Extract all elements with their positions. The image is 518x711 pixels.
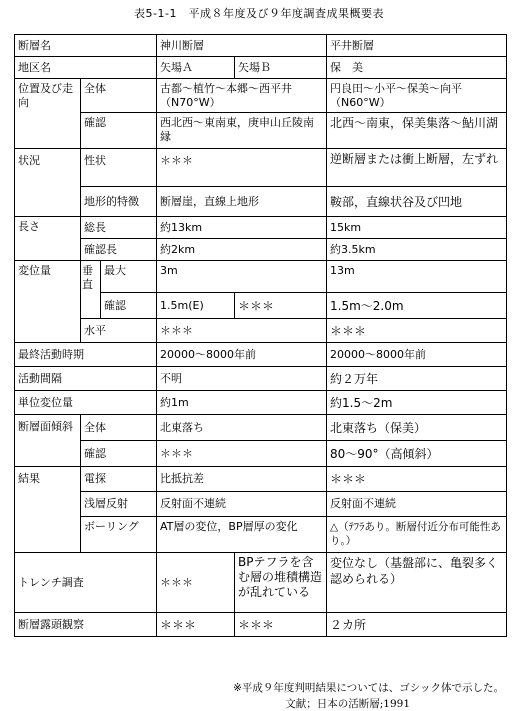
cell-kamikawa-interval: 不明	[157, 367, 327, 391]
cell-kamikawa-unit-displacement: 約1m	[157, 391, 327, 415]
cell-hirai-topography: 鞍部，直線状谷及び凹地	[327, 187, 507, 217]
cell-kamikawa-position-confirmed: 西北西～東南東，庚申山丘陵南縁	[157, 113, 327, 149]
table-row	[15, 187, 507, 217]
header-hirai: 平井断層	[327, 35, 507, 57]
label-boring: ボーリング	[81, 517, 157, 553]
table-row	[15, 467, 507, 492]
label-length: 長さ	[15, 217, 81, 261]
label-total-length: 総長	[81, 217, 157, 239]
label-dip-confirmed: 確認	[81, 441, 157, 467]
cell-kamikawa-total-length: 約13km	[157, 217, 327, 239]
cell-hirai-horizontal: ＊＊＊	[327, 319, 507, 343]
cell-hirai-last-activity: 20000～8000年前	[327, 343, 507, 367]
cell-hirai-nature: 逆断層または衝上断層，左ずれ	[327, 149, 507, 187]
label-results: 結果	[15, 467, 81, 553]
table-row	[15, 57, 507, 79]
label-displacement: 変位量	[15, 261, 81, 343]
table-row	[15, 261, 507, 293]
table-row	[15, 149, 507, 187]
label-unit-displacement: 単位変位量	[15, 391, 157, 415]
cell-hirai-outcrop: ２カ所	[327, 613, 507, 637]
label-status: 状況	[15, 149, 81, 217]
label-confirmed: 確認	[81, 113, 157, 149]
cell-hirai-vertical-confirmed: 1.5m～2.0m	[327, 293, 507, 319]
table-row	[15, 343, 507, 367]
cell-hirai-trench: 変位なし（基盤部に、亀裂多く認められる）	[327, 553, 507, 613]
label-electric: 電探	[81, 467, 157, 492]
label-trench: トレンチ調査	[15, 553, 157, 613]
cell-kamikawa-electric: 比抵抗差	[157, 467, 327, 492]
table-row	[15, 415, 507, 441]
label-horizontal: 水平	[81, 319, 157, 343]
table-row	[15, 319, 507, 343]
cell-kamikawa-boring: AT層の変位，BP層厚の変化	[157, 517, 327, 553]
header-yaba-b: 矢場Ｂ	[235, 57, 327, 79]
cell-yaba-b-vertical-confirmed: ＊＊＊	[235, 293, 327, 319]
cell-kamikawa-nature: ＊＊＊	[157, 149, 327, 187]
table-row	[15, 613, 507, 637]
cell-hirai-electric: ＊＊＊	[327, 467, 507, 492]
label-topography: 地形的特徴	[81, 187, 157, 217]
label-vertical-confirmed: 確認	[101, 293, 157, 319]
label-dip-whole: 全体	[81, 415, 157, 441]
cell-kamikawa-dip-whole: 北東落ち	[157, 415, 327, 441]
table-row	[15, 239, 507, 261]
label-nature: 性状	[81, 149, 157, 187]
cell-hirai-interval: 約２万年	[327, 367, 507, 391]
table-row	[15, 441, 507, 467]
label-position-trend: 位置及び走向	[15, 79, 81, 149]
label-vertical: 垂直	[81, 261, 101, 319]
cell-kamikawa-position-whole: 古都～植竹～本郷～西平井（N70°W）	[157, 79, 327, 113]
label-outcrop: 断層露頭観察	[15, 613, 157, 637]
cell-kamikawa-max: 3m	[157, 261, 327, 293]
label-dip: 断層面傾斜	[15, 415, 81, 467]
cell-hirai-seismic: 反射面不連続	[327, 492, 507, 517]
label-max: 最大	[101, 261, 157, 293]
cell-kamikawa-horizontal: ＊＊＊	[157, 319, 327, 343]
cell-hirai-position-whole: 円良田～小平～保美～向平（N60°W）	[327, 79, 507, 113]
table-row	[15, 35, 507, 57]
cell-kamikawa-confirmed-length: 約2km	[157, 239, 327, 261]
table-row	[15, 553, 507, 613]
cell-hirai-dip-whole: 北東落ち（保美）	[327, 415, 507, 441]
table-row	[15, 492, 507, 517]
cell-kamikawa-seismic: 反射面不連続	[157, 492, 327, 517]
cell-kamikawa-dip-confirmed: ＊＊＊	[157, 441, 327, 467]
cell-kamikawa-topography: 断層崖，直線上地形	[157, 187, 327, 217]
cell-hirai-max: 13m	[327, 261, 507, 293]
survey-results-table	[14, 34, 507, 637]
source-citation: 文献；日本の活断層;1991	[285, 698, 410, 710]
table-row	[15, 79, 507, 113]
cell-kamikawa-last-activity: 20000～8000年前	[157, 343, 327, 367]
table-row	[15, 517, 507, 553]
table-title: 表5-1-1 平成８年度及び９年度調査成果概要表	[134, 7, 384, 20]
cell-hirai-boring: △（ﾃﾌﾗあり。断層付近分布可能性あり。）	[327, 517, 507, 553]
cell-yaba-a-trench: ＊＊＊	[157, 553, 235, 613]
header-fault-name: 断層名	[15, 35, 157, 57]
footnote: ※平成９年度判明結果については、ゴシック体で示した。	[233, 682, 504, 694]
cell-hirai-unit-displacement: 約1.5～2m	[327, 391, 507, 415]
label-last-activity: 最終活動時期	[15, 343, 157, 367]
cell-hirai-total-length: 15km	[327, 217, 507, 239]
cell-yaba-b-trench: BPテフラを含む層の堆積構造が乱れている	[235, 553, 327, 613]
table-row	[15, 113, 507, 149]
header-homi: 保 美	[327, 57, 507, 79]
table-row	[15, 217, 507, 239]
cell-hirai-confirmed-length: 約3.5km	[327, 239, 507, 261]
cell-hirai-position-confirmed: 北西～南東，保美集落～鮎川湖	[327, 113, 507, 149]
table-row	[15, 367, 507, 391]
header-yaba-a: 矢場Ａ	[157, 57, 235, 79]
label-confirmed-length: 確認長	[81, 239, 157, 261]
table-row	[15, 391, 507, 415]
label-interval: 活動間隔	[15, 367, 157, 391]
cell-hirai-dip-confirmed: 80～90°（高傾斜）	[327, 441, 507, 467]
cell-yaba-b-outcrop: ＊＊＊	[235, 613, 327, 637]
label-whole: 全体	[81, 79, 157, 113]
label-seismic: 浅層反射	[81, 492, 157, 517]
header-area-name: 地区名	[15, 57, 157, 79]
cell-yaba-a-vertical-confirmed: 1.5m(E)	[157, 293, 235, 319]
header-kamikawa: 神川断層	[157, 35, 327, 57]
cell-yaba-a-outcrop: ＊＊＊	[157, 613, 235, 637]
